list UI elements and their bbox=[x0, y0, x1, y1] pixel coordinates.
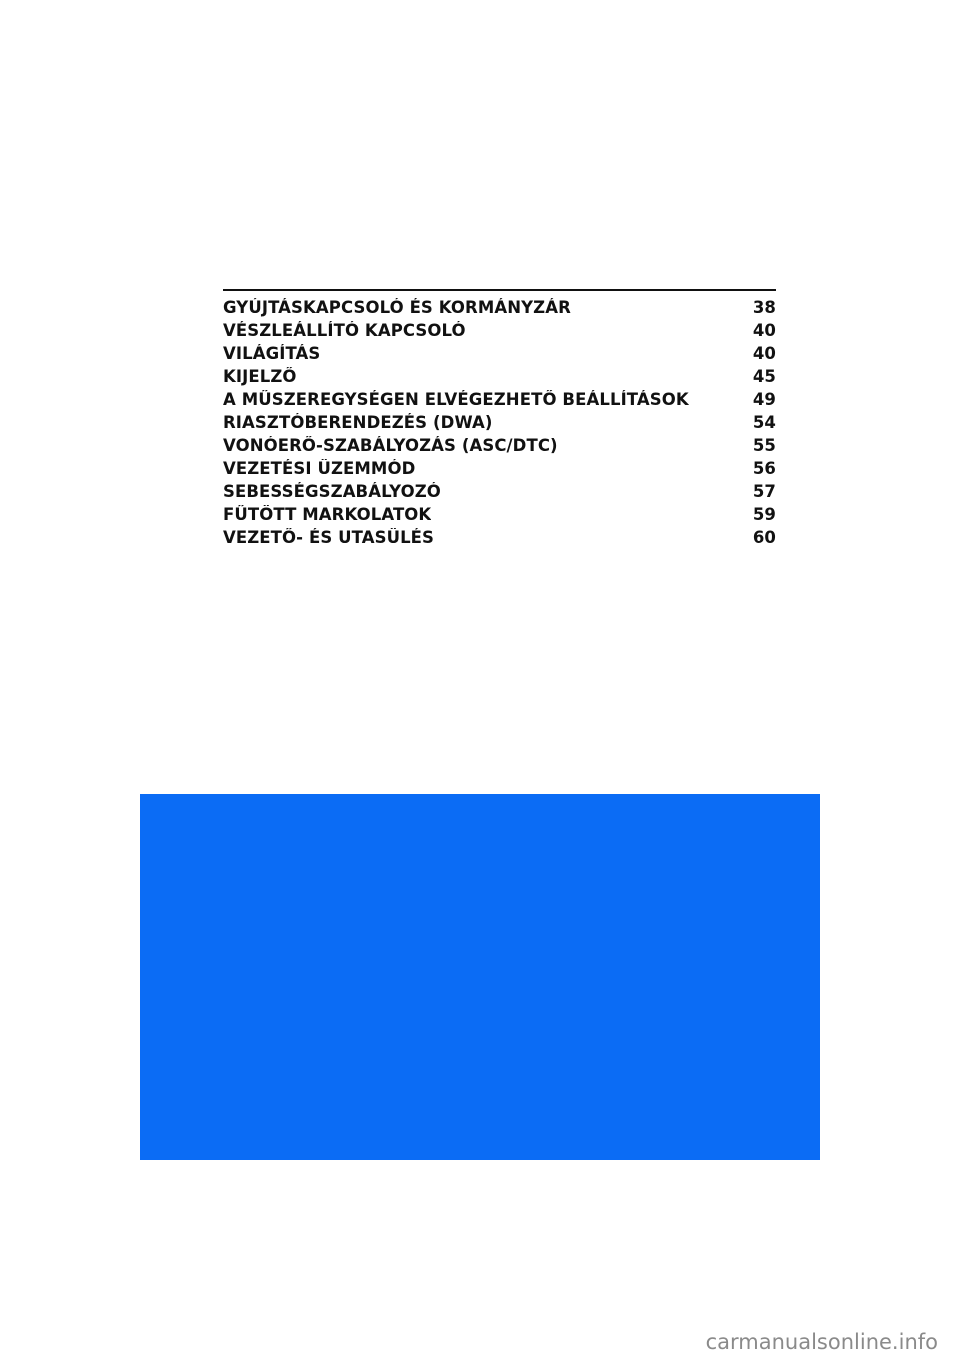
toc-row[interactable] bbox=[223, 526, 776, 549]
toc-title: VEZETÉSI ÜZEMMÓD bbox=[223, 459, 416, 478]
toc-row[interactable] bbox=[223, 342, 776, 365]
toc-title: A MŰSZEREGYSÉGEN ELVÉGEZHETŐ BEÁLLÍTÁSOK bbox=[223, 390, 689, 409]
toc-title: RIASZTÓBERENDEZÉS (DWA) bbox=[223, 413, 493, 432]
table-of-contents bbox=[223, 289, 776, 549]
toc-row[interactable] bbox=[223, 503, 776, 526]
toc-title: KIJELZŐ bbox=[223, 367, 297, 386]
toc-title: VONÓERŐ-SZABÁLYOZÁS (ASC/DTC) bbox=[223, 436, 558, 455]
blue-color-panel bbox=[140, 794, 820, 1160]
toc-row[interactable] bbox=[223, 457, 776, 480]
toc-page-number: 54 bbox=[752, 413, 776, 432]
toc-row[interactable] bbox=[223, 388, 776, 411]
toc-page-number: 56 bbox=[752, 459, 776, 478]
toc-page-number: 60 bbox=[752, 528, 776, 547]
toc-page-number: 38 bbox=[752, 298, 776, 317]
toc-page-number: 57 bbox=[752, 482, 776, 501]
watermark-text: carmanualsonline.info bbox=[705, 1330, 938, 1354]
toc-page-number: 49 bbox=[752, 390, 776, 409]
toc-title: GYÚJTÁSKAPCSOLÓ ÉS KORMÁNYZÁR bbox=[223, 298, 571, 317]
toc-row[interactable] bbox=[223, 434, 776, 457]
toc-row[interactable] bbox=[223, 411, 776, 434]
toc-title: SEBESSÉGSZABÁLYOZÓ bbox=[223, 482, 441, 501]
toc-title: VILÁGÍTÁS bbox=[223, 344, 321, 363]
toc-title: FŰTÖTT MARKOLATOK bbox=[223, 505, 432, 524]
toc-page-number: 55 bbox=[752, 436, 776, 455]
toc-page-number: 40 bbox=[752, 344, 776, 363]
toc-row[interactable] bbox=[223, 296, 776, 319]
toc-row[interactable] bbox=[223, 319, 776, 342]
toc-row[interactable] bbox=[223, 480, 776, 503]
toc-title: VÉSZLEÁLLÍTÓ KAPCSOLÓ bbox=[223, 321, 466, 340]
toc-title: VEZETŐ- ÉS UTASÜLÉS bbox=[223, 528, 435, 547]
toc-page-number: 45 bbox=[752, 367, 776, 386]
toc-page-number: 40 bbox=[752, 321, 776, 340]
toc-row[interactable] bbox=[223, 365, 776, 388]
toc-page-number: 59 bbox=[752, 505, 776, 524]
